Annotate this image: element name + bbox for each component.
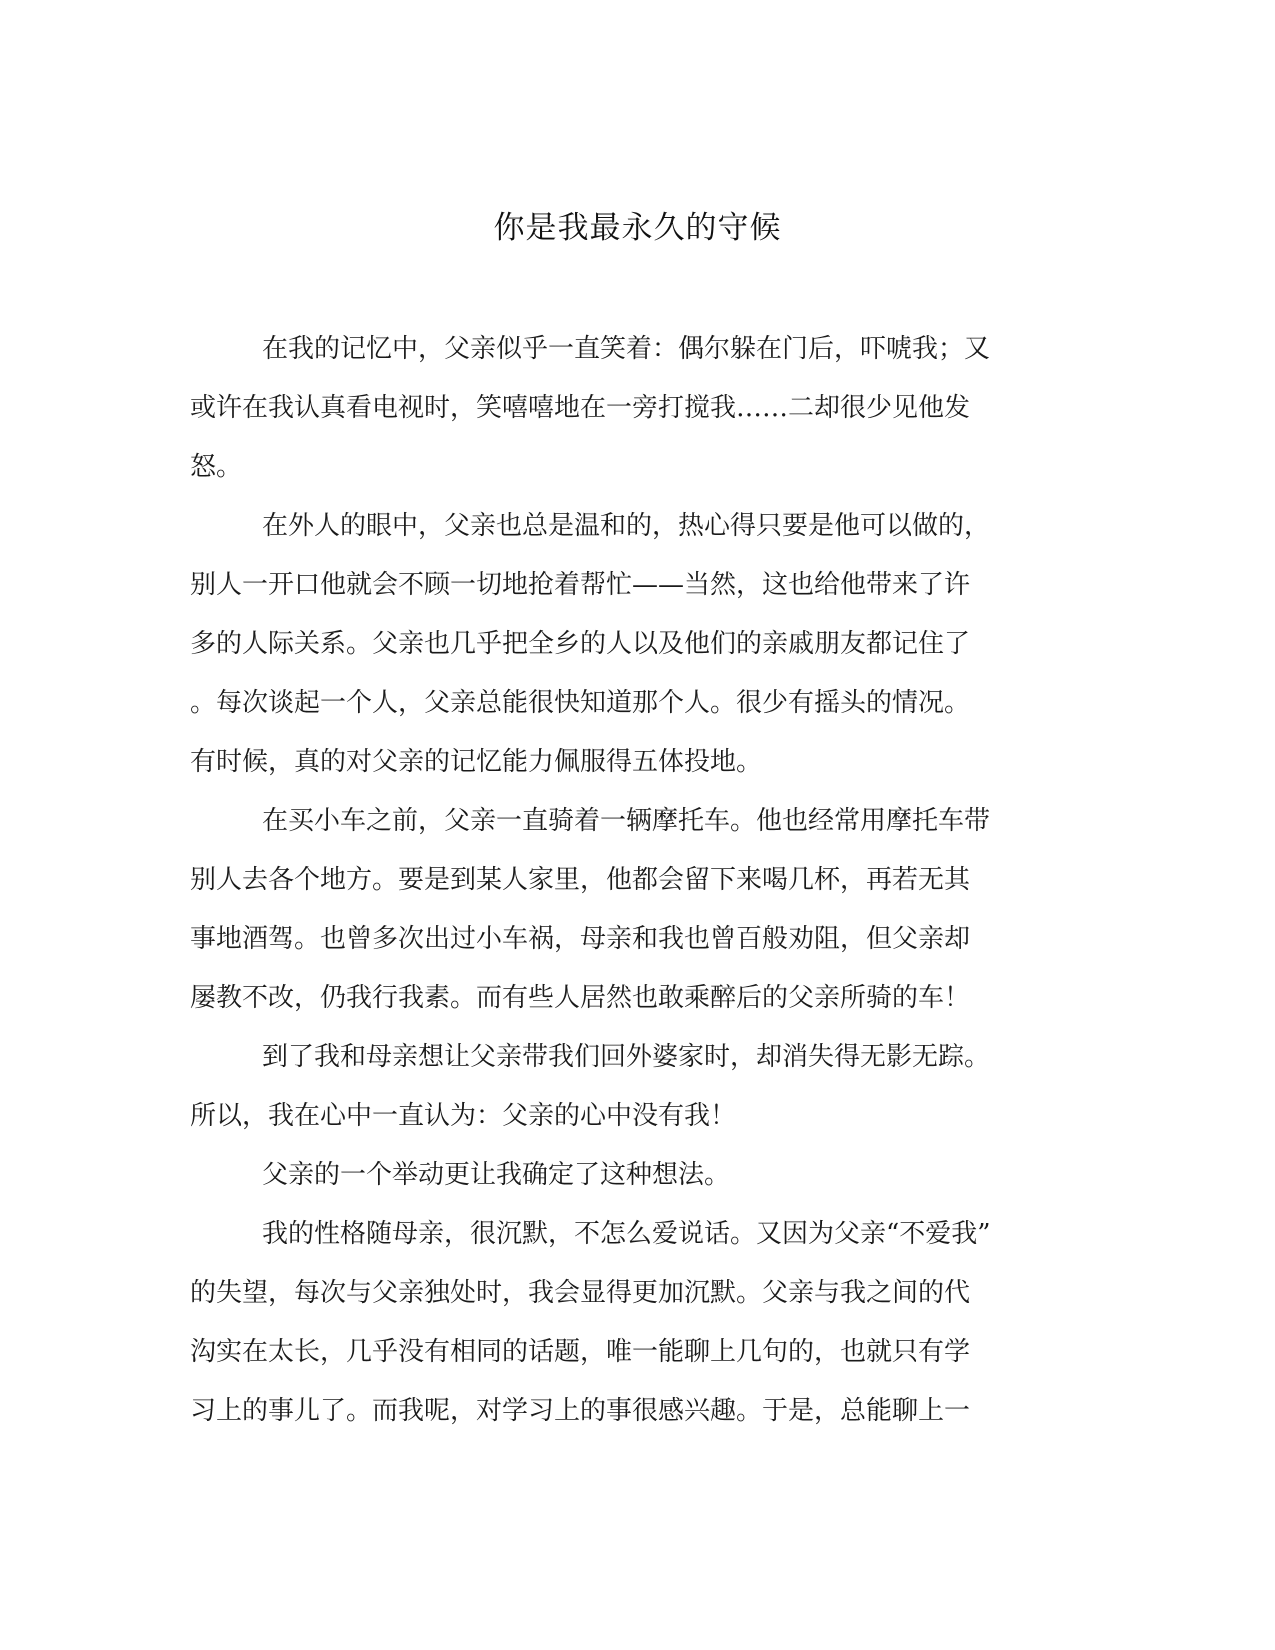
text-line: 沟实在太长，几乎没有相同的话题，唯一能聊上几句的，也就只有学: [190, 1337, 971, 1367]
text-line: 屡教不改，仍我行我素。而有些人居然也敢乘醉后的父亲所骑的车！: [190, 983, 971, 1013]
text-line: 事地酒驾。也曾多次出过小车祸，母亲和我也曾百般劝阻，但父亲却: [190, 924, 971, 954]
document-title: 你是我最永久的守候: [493, 210, 782, 246]
text-line: 到了我和母亲想让父亲带我们回外婆家时，却消失得无影无踪。: [262, 1042, 991, 1072]
text-line: 多的人际关系。父亲也几乎把全乡的人以及他们的亲戚朋友都记住了: [190, 629, 971, 659]
text-line: 怒。: [190, 452, 243, 482]
text-line: 别人去各个地方。要是到某人家里，他都会留下来喝几杯，再若无其: [190, 865, 971, 895]
text-line: 或许在我认真看电视时，笑嘻嘻地在一旁打搅我……二却很少见他发: [190, 393, 971, 423]
text-line: 在我的记忆中，父亲似乎一直笑着：偶尔躲在门后，吓唬我；又: [262, 334, 991, 364]
text-line: 我的性格随母亲，很沉默，不怎么爱说话。又因为父亲“不爱我”: [262, 1219, 991, 1249]
text-line: 所以，我在心中一直认为：父亲的心中没有我！: [190, 1101, 737, 1131]
text-line: 父亲的一个举动更让我确定了这种想法。: [262, 1160, 731, 1190]
text-line: 在外人的眼中，父亲也总是温和的，热心得只要是他可以做的，: [262, 511, 991, 541]
text-line: 的失望，每次与父亲独处时，我会显得更加沉默。父亲与我之间的代: [190, 1278, 971, 1308]
text-line: 在买小车之前，父亲一直骑着一辆摩托车。他也经常用摩托车带: [262, 806, 991, 836]
text-line: 有时候，真的对父亲的记忆能力佩服得五体投地。: [190, 747, 763, 777]
text-line: 。每次谈起一个人，父亲总能很快知道那个人。很少有摇头的情况。: [190, 688, 971, 718]
text-line: 习上的事儿了。而我呢，对学习上的事很感兴趣。于是，总能聊上一: [190, 1396, 971, 1426]
text-line: 别人一开口他就会不顾一切地抢着帮忙——当然，这也给他带来了许: [190, 570, 971, 600]
